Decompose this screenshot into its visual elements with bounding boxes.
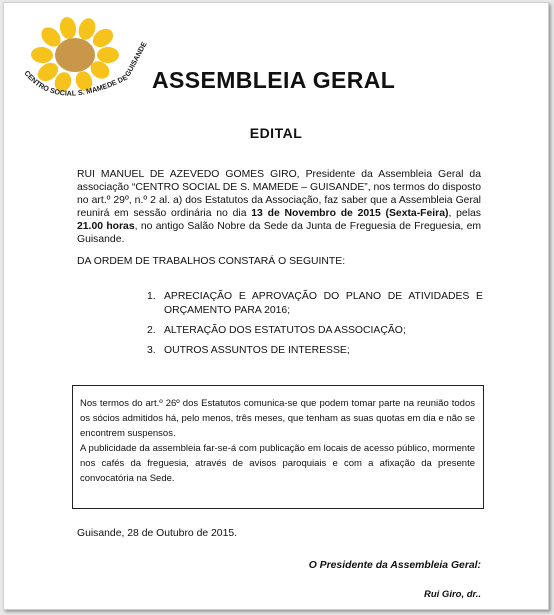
agenda-item-text: APRECIAÇÃO E APROVAÇÃO DO PLANO DE ATIVIDADES E ORÇAMENTO PARA 2016;: [164, 291, 483, 316]
meeting-date: 13 de Novembro de 2015 (Sexta-Feira): [251, 208, 449, 219]
notice-box: [72, 385, 484, 509]
agenda-item: [147, 290, 483, 318]
agenda-item: [147, 344, 483, 358]
agenda-item-text: OUTROS ASSUNTOS DE INTERESSE;: [164, 345, 350, 356]
agenda-item-number: 2.: [147, 325, 156, 336]
page-title: ASSEMBLEIA GERAL: [152, 67, 396, 93]
meeting-time: 21.00 horas: [77, 221, 135, 232]
logo-text: CENTRO SOCIAL S. MAMEDE DE GUISANDE: [22, 40, 149, 98]
intro-paragraph: [77, 168, 481, 246]
intro-text-2: , pelas: [448, 208, 481, 219]
agenda-heading: DA ORDEM DE TRABALHOS CONSTARÁ O SEGUINTE:: [77, 256, 346, 267]
agenda-item-number: 1.: [147, 291, 156, 302]
notice-paragraph-membership: Nos termos do art.º 26º dos Estatutos comunica-se que podem tomar parte na reunião todos os sócios admitidos há, pelo menos, três meses, que tenham as suas quotas em dia e não se encontrem suspensos.: [80, 398, 475, 439]
agenda-item-text: ALTERAÇÃO DOS ESTATUTOS DA ASSOCIAÇÃO;: [164, 325, 406, 336]
agenda-list: [147, 290, 483, 364]
agenda-item: [147, 324, 483, 338]
agenda-item-number: 3.: [147, 345, 156, 356]
sunflower-logo: [16, 15, 156, 115]
document-page: [3, 2, 549, 610]
document-date: Guisande, 28 de Outubro de 2015.: [77, 528, 238, 539]
document-heading: EDITAL: [249, 125, 303, 141]
intro-text-3: , no antigo Salão Nobre da Sede da Junta de Freguesia de Freguesia, em Guisande.: [77, 221, 482, 245]
signature-name: Rui Giro, dr..: [423, 589, 481, 600]
notice-paragraph-publicity: A publicidade da assembleia far-se-á com publicação em locais de acesso público, mormente nos cafés da freguesia, através de avisos paroquiais e com a afixação da presente convocatória na Sede.: [80, 443, 475, 484]
president-title: O Presidente da Assembleia Geral:: [308, 560, 481, 571]
intro-text-1: RUI MANUEL DE AZEVEDO GOMES GIRO, Presidente da Assembleia Geral da associação “CENTRO SOCIAL DE S. MAMEDE – GUISANDE”, nos termos do disposto no art.º 29º, n.º 2 al. a) dos Estatutos da Associação, faz saber que a Assembleia Geral reunirá em sessão ordinária no dia: [77, 169, 481, 219]
sunflower-center: [55, 38, 95, 72]
